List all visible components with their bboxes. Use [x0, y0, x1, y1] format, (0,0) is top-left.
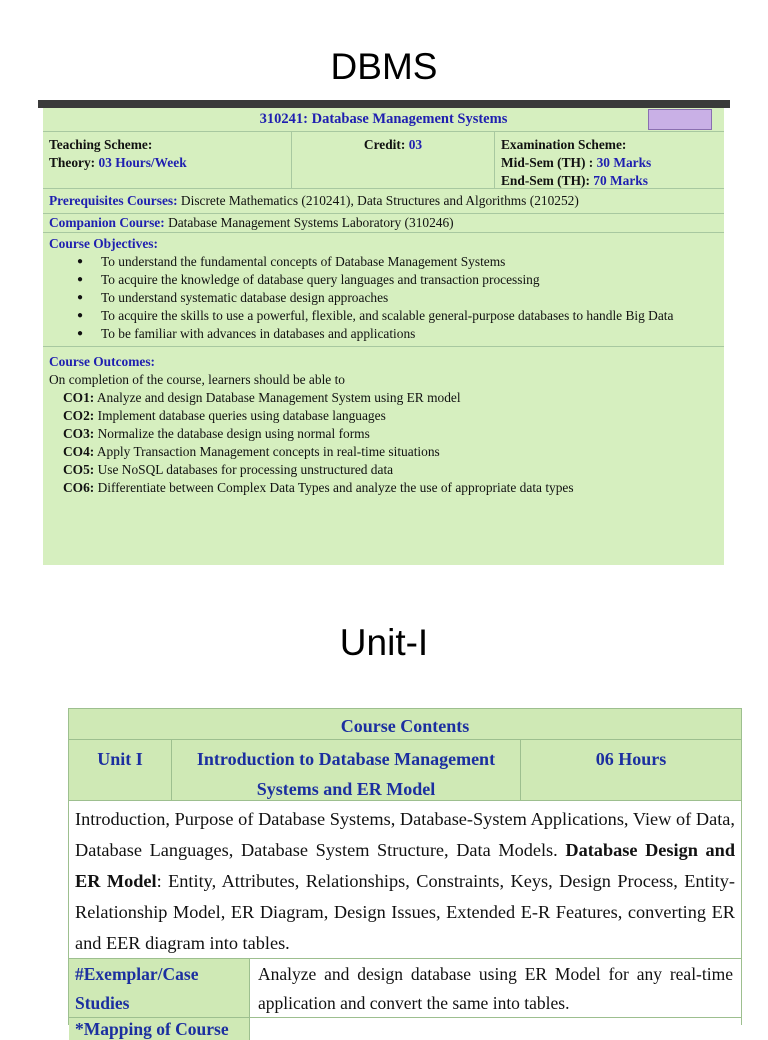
credit-value: 03 — [408, 137, 423, 152]
theory-label: Theory: — [49, 155, 96, 170]
outcome-text: Use NoSQL databases for processing unstructured data — [97, 462, 394, 477]
mapping-cell — [250, 1018, 741, 1038]
endsem-label: End-Sem (TH): — [501, 173, 590, 188]
companion-label: Companion Course: — [49, 215, 165, 230]
outcomes-label: Course Outcomes: — [49, 354, 155, 369]
unit-title: Introduction to Database Management Systems and ER Model — [172, 740, 521, 800]
teaching-scheme-cell — [43, 132, 292, 188]
midsem-value: 30 Marks — [596, 155, 652, 170]
outcome-item — [49, 443, 718, 461]
unit-content-part2: : Entity, Attributes, Relationships, Constraints, Keys, Design Process, Entity-Relationship Model, ER Diagram, Design Issues, Extended E-R Features, converting ER and EER diagram into tables. — [75, 871, 735, 953]
prereq-label: Prerequisites Courses: — [49, 193, 178, 208]
objectives-list — [49, 253, 718, 343]
syllabus-panel — [38, 100, 730, 565]
course-contents-table — [68, 708, 742, 1039]
course-title: 310241: Database Management Systems — [259, 111, 508, 127]
panel-top-bar — [38, 100, 730, 108]
outcome-code: CO4: — [63, 444, 95, 459]
objectives-row — [43, 233, 724, 347]
objective-item: ● To understand the fundamental concepts of Database Management Systems — [101, 253, 718, 271]
scheme-row — [43, 132, 724, 189]
exam-scheme-cell — [495, 132, 724, 188]
outcome-item — [49, 479, 718, 497]
objective-item: ● To be familiar with advances in databases and applications — [101, 325, 718, 343]
endsem-value: 70 Marks — [593, 173, 648, 188]
contents-header: Course Contents — [69, 709, 741, 740]
outcome-item — [49, 461, 718, 479]
objective-item: ● To acquire the knowledge of database query languages and transaction processing — [101, 271, 718, 289]
unit-content — [69, 801, 741, 959]
outcome-code: CO2: — [63, 408, 95, 423]
outcome-code: CO5: — [63, 462, 95, 477]
outcome-item — [49, 407, 718, 425]
theory-value: 03 Hours/Week — [98, 155, 187, 170]
prereq-value: Discrete Mathematics (210241), Data Structures and Algorithms (210252) — [180, 193, 579, 208]
outcomes-intro: On completion of the course, learners should be able to — [49, 372, 345, 387]
outcome-text: Apply Transaction Management concepts in real-time situations — [96, 444, 440, 459]
outcome-text: Implement database queries using database languages — [97, 408, 386, 423]
outcome-code: CO6: — [63, 480, 95, 495]
teaching-scheme-label: Teaching Scheme: — [49, 137, 153, 152]
companion-row — [43, 214, 724, 233]
unit-hours: 06 Hours — [595, 749, 667, 769]
prerequisites-row — [43, 189, 724, 214]
midsem-label: Mid-Sem (TH) : — [501, 155, 594, 170]
outcome-item — [49, 425, 718, 443]
outcomes-row — [43, 347, 724, 497]
exam-scheme-label: Examination Scheme: — [501, 137, 627, 152]
credit-label: Credit: — [363, 137, 406, 152]
outcome-item — [49, 389, 718, 407]
exemplar-row — [69, 959, 741, 1018]
slide-title-dbms: DBMS — [330, 46, 438, 87]
objective-item: ● To acquire the skills to use a powerful, flexible, and scalable general-purpose databases to handle Big Data — [101, 307, 718, 325]
objectives-label: Course Objectives: — [49, 236, 158, 251]
course-title-row — [43, 108, 724, 132]
outcome-code: CO1: — [63, 390, 95, 405]
unit-content-bold: Database Design and ER Model — [75, 840, 735, 891]
exemplar-text: Analyze and design database using ER Model for any real-time application and convert the same into tables. — [258, 964, 733, 1013]
exemplar-label: #Exemplar/Case Studies — [69, 959, 250, 1017]
mapping-row — [69, 1018, 741, 1038]
unit-label: Unit I — [69, 740, 172, 800]
credit-cell — [292, 132, 495, 188]
syllabus-sheet — [43, 108, 724, 565]
slide-title-unit: Unit-I — [339, 622, 429, 663]
outcome-text: Differentiate between Complex Data Types and analyze the use of appropriate data types — [97, 480, 574, 495]
outcome-text: Normalize the database design using normal forms — [97, 426, 370, 441]
outcome-code: CO3: — [63, 426, 95, 441]
outcome-text: Analyze and design Database Management System using ER model — [96, 390, 461, 405]
companion-value: Database Management Systems Laboratory (310246) — [168, 215, 454, 230]
mapping-label: *Mapping of Course — [69, 1018, 250, 1040]
unit-content-part1: Introduction, Purpose of Database Systems, Database-System Applications, View of Data, Database Languages, Database System Structure, Data Models. — [75, 809, 735, 860]
objective-item: ● To understand systematic database design approaches — [101, 289, 718, 307]
purple-marker — [648, 109, 712, 130]
unit-row — [69, 740, 741, 801]
